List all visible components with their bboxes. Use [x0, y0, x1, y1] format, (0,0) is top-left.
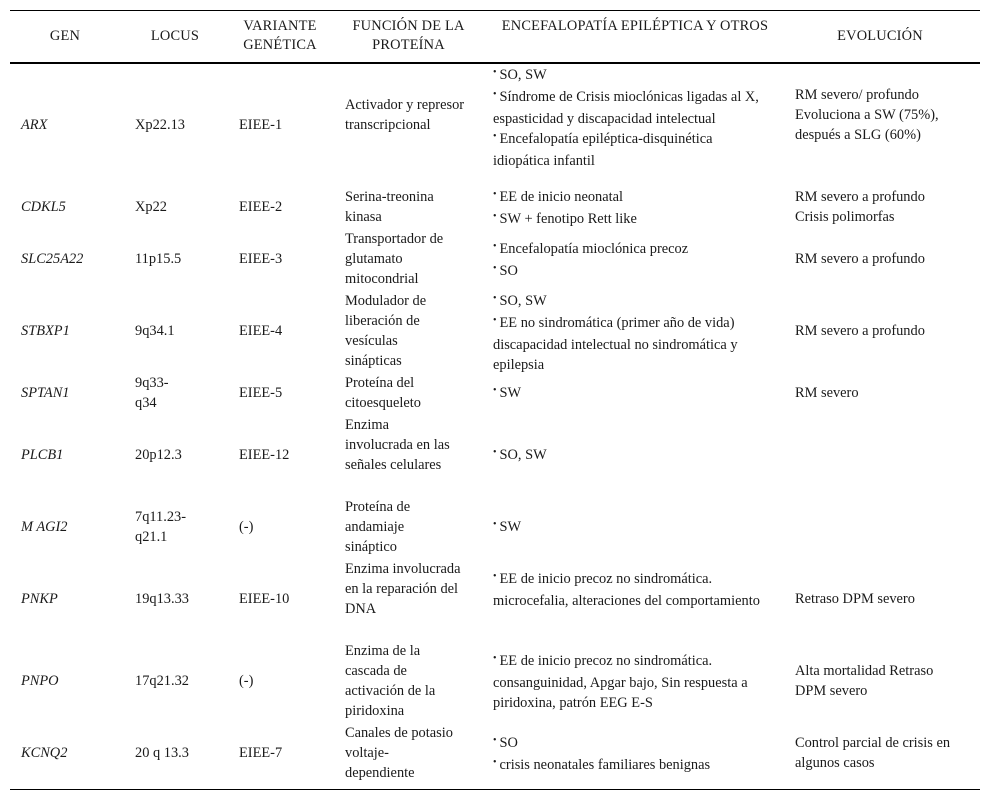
ee-bullet-item: • SW + fenotipo Rett like	[493, 211, 637, 227]
variant-cell: EIEE-3	[239, 251, 283, 267]
header-variante: VARIANTE GENÉTICA	[243, 18, 317, 53]
gene-cell: SLC25A22	[21, 251, 84, 267]
locus-cell: 17q21.32	[135, 673, 189, 689]
ee-bullet-item: • SO, SW	[493, 67, 547, 83]
ee-bullet-item: • crisis neonatales familiares benignas	[493, 757, 711, 773]
ee-bullet-item: • EE no sindromática (primer año de vida) discapacidad intelectual no sindromática y epilepsia	[493, 315, 738, 373]
ee-bullet-item: • SW	[493, 519, 522, 535]
locus-cell: 20 q 13.3	[135, 745, 189, 761]
evolution-cell: RM severo	[795, 385, 859, 401]
variant-cell: EIEE-2	[239, 199, 283, 215]
gene-cell: KCNQ2	[21, 745, 68, 761]
header-rule	[10, 62, 980, 64]
function-cell: Activador y represor transcripcional	[345, 97, 465, 133]
ee-cell	[493, 445, 768, 467]
locus-cell: 19q13.33	[135, 591, 189, 607]
gene-cell: SPTAN1	[21, 385, 70, 401]
evolution-cell: RM severo a profundo	[795, 323, 925, 339]
function-cell: Modulador de liberación de vesículas sinápticas	[345, 293, 427, 369]
ee-cell	[493, 65, 768, 171]
ee-cell	[493, 569, 768, 611]
ee-cell	[493, 291, 768, 375]
evolution-cell: RM severo a profundo Crisis polimorfas	[795, 189, 925, 225]
gene-cell: CDKL5	[21, 199, 66, 215]
variant-cell: EIEE-7	[239, 745, 283, 761]
header-evolucion: EVOLUCIÓN	[837, 28, 923, 44]
table-top-rule	[10, 10, 980, 11]
evolution-cell: Retraso DPM severo	[795, 591, 915, 607]
header-locus: LOCUS	[150, 28, 200, 44]
gene-cell: ARX	[21, 117, 48, 133]
ee-cell	[493, 187, 768, 231]
ee-bullet-item: • Encefalopatía epiléptica-disquinética idiopática infantil	[493, 131, 713, 169]
variant-cell: EIEE-5	[239, 385, 283, 401]
ee-cell	[493, 517, 768, 539]
gene-cell: STBXP1	[21, 323, 70, 339]
variant-cell: EIEE-4	[239, 323, 283, 339]
evolution-cell: RM severo a profundo	[795, 251, 925, 267]
ee-bullet-item: • Encefalopatía mioclónica precoz	[493, 241, 689, 257]
header-gen: GEN	[49, 28, 81, 44]
ee-bullet-item: • EE de inicio neonatal	[493, 189, 623, 205]
evolution-cell: Alta mortalidad Retraso DPM severo	[795, 663, 934, 699]
function-cell: Canales de potasio voltaje-dependiente	[345, 725, 453, 781]
ee-bullet-item: • EE de inicio precoz no sindromática. microcefalia, alteraciones del comportamiento	[493, 571, 760, 609]
locus-cell: 20p12.3	[135, 447, 182, 463]
function-cell: Enzima involucrada en las señales celulares	[345, 417, 450, 473]
ee-cell	[493, 383, 768, 405]
function-cell: Transportador de glutamato mitocondrial	[345, 231, 444, 287]
ee-bullet-item: • SO, SW	[493, 447, 547, 463]
ee-bullet-item: • SO	[493, 735, 518, 751]
locus-cell: 7q11.23-q21.1	[135, 509, 187, 545]
ee-cell	[493, 239, 768, 283]
locus-cell: 11p15.5	[135, 251, 182, 267]
function-cell: Proteína del citoesqueleto	[345, 375, 421, 411]
locus-cell: Xp22	[135, 199, 167, 215]
gene-cell: PLCB1	[21, 447, 64, 463]
locus-cell: 9q34.1	[135, 323, 175, 339]
variant-cell: (-)	[239, 519, 254, 535]
variant-cell: EIEE-10	[239, 591, 290, 607]
ee-bullet-item: • Síndrome de Crisis mioclónicas ligadas al X, espasticidad y discapacidad intelectual	[493, 89, 759, 127]
gene-cell: M AGI2	[21, 519, 68, 535]
function-cell: Serina-treonina kinasa	[345, 189, 434, 225]
variant-cell: EIEE-1	[239, 117, 283, 133]
ee-cell	[493, 733, 768, 777]
function-cell: Enzima involucrada en la reparación del DNA	[345, 561, 461, 617]
gene-cell: PNPO	[21, 673, 59, 689]
ee-bullet-item: • SO, SW	[493, 293, 547, 309]
ee-bullet-item: • SW	[493, 385, 522, 401]
ee-cell	[493, 651, 755, 713]
table-bottom-rule	[10, 789, 980, 790]
function-cell: Proteína de andamiaje sináptico	[345, 499, 411, 555]
header-funcion: FUNCIÓN DE LA PROTEÍNA	[352, 18, 465, 53]
locus-cell: Xp22.13	[135, 117, 185, 133]
locus-cell: 9q33-q34	[135, 375, 169, 411]
function-cell: Enzima de la cascada de activación de la piridoxina	[345, 643, 436, 719]
variant-cell: EIEE-12	[239, 447, 290, 463]
evolution-cell: RM severo/ profundo Evoluciona a SW (75%), después a SLG (60%)	[795, 87, 939, 143]
header-encefalopatia: ENCEFALOPATÍA EPILÉPTICA Y OTROS	[501, 18, 769, 34]
gene-cell: PNKP	[21, 591, 58, 607]
evolution-cell: Control parcial de crisis en algunos casos	[795, 735, 951, 771]
ee-bullet-item: • SO	[493, 263, 518, 279]
ee-bullet-item: • EE de inicio precoz no sindromática. consanguinidad, Apgar bajo, Sin respuesta a piridoxina, patrón EEG E-S	[493, 653, 748, 711]
variant-cell: (-)	[239, 673, 254, 689]
